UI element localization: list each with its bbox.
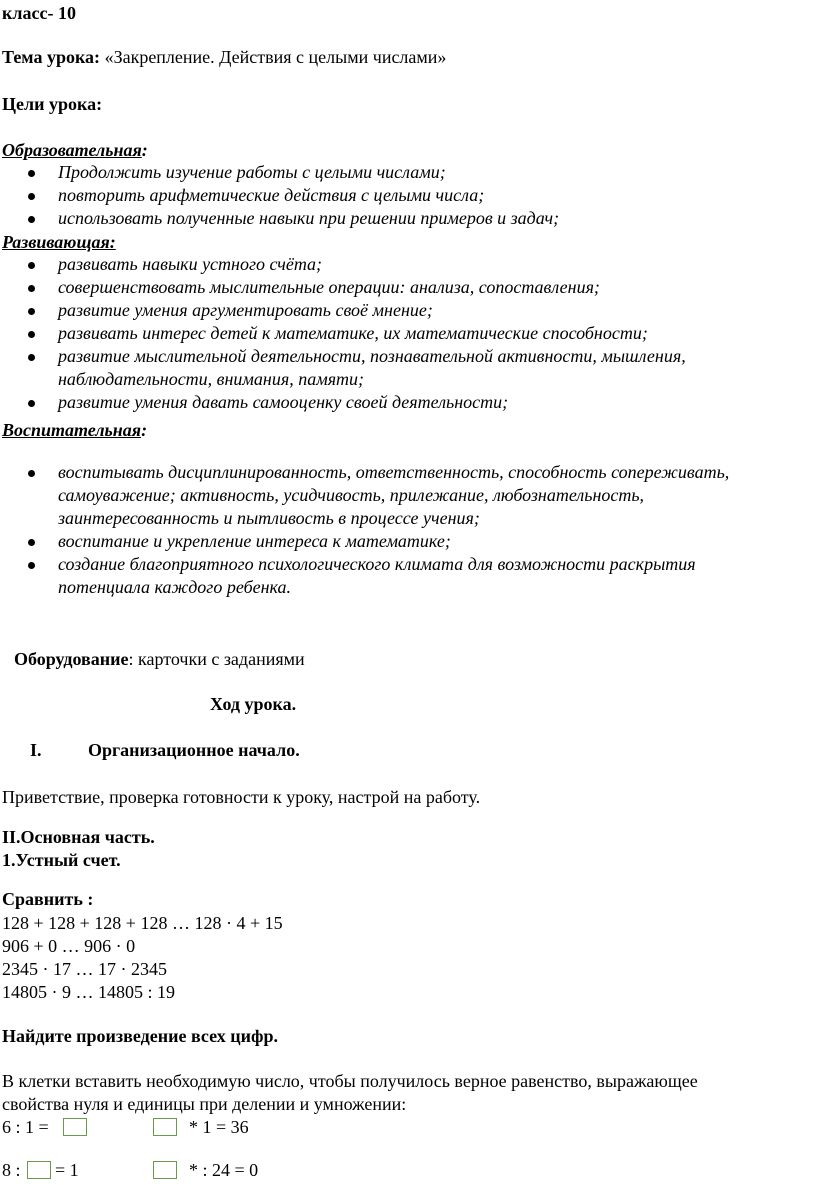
topic-label: Тема урока:	[2, 47, 101, 67]
developing-list	[0, 253, 816, 414]
list-item	[0, 553, 816, 599]
compare-heading: Сравнить :	[2, 889, 94, 909]
list-item	[0, 184, 816, 207]
bullet-icon	[28, 539, 35, 546]
answer-box[interactable]	[27, 1161, 51, 1179]
eq2-mid: = 1	[55, 1160, 79, 1180]
list-item-text-continued: наблюдательности, внимания, памяти;	[58, 369, 365, 389]
list-item	[0, 299, 816, 322]
educational-heading-text: Образовательная	[2, 140, 142, 160]
stage2-heading: II.Основная часть.	[2, 827, 155, 847]
bullet-icon	[28, 470, 35, 477]
educational-colon: :	[141, 140, 148, 160]
stage1-title: Организационное начало.	[88, 740, 300, 760]
compare-item: 128 + 128 + 128 + 128 … 128 · 4 + 15	[2, 913, 283, 933]
list-item	[0, 276, 816, 299]
list-item	[0, 530, 816, 553]
topic-value: «Закрепление. Действия с целыми числами»	[100, 47, 447, 67]
upbringing-colon: :	[141, 420, 148, 440]
list-item-text: развитие мыслительной деятельности, познавательной активности, мышления,	[58, 346, 686, 366]
bullet-icon	[28, 562, 35, 569]
list-item	[0, 322, 816, 345]
educational-heading	[2, 139, 148, 161]
bullet-icon	[28, 193, 35, 200]
bullet-icon	[28, 400, 35, 407]
bullet-icon	[28, 354, 35, 361]
upbringing-heading	[2, 419, 147, 441]
list-item-text: воспитание и укрепление интереса к математике;	[58, 531, 451, 551]
bullet-icon	[28, 216, 35, 223]
list-item-text-continued: заинтересованность и пытливость в процессе учения;	[58, 508, 480, 528]
list-item-text: повторить арифметические действия с целыми числа;	[58, 185, 485, 205]
topic-line	[2, 46, 446, 68]
compare-item: 14805 · 9 … 14805 : 19	[2, 982, 175, 1002]
list-item-text-continued: потенциала каждого ребенка.	[58, 577, 292, 597]
list-item-text: совершенствовать мыслительные операции: анализа, сопоставления;	[58, 277, 600, 297]
list-item-text: использовать полученные навыки при решении примеров и задач;	[58, 208, 560, 228]
eq1-left: 6 : 1 =	[2, 1117, 49, 1137]
list-item-text-continued: самоуважение; активность, усидчивость, прилежание, любознательность,	[58, 485, 645, 505]
product-heading: Найдите произведение всех цифр.	[2, 1026, 278, 1046]
list-item-text: воспитывать дисциплинированность, ответственность, способность сопереживать,	[58, 462, 730, 482]
equipment-value: : карточки с заданиями	[128, 649, 305, 669]
developing-heading: Развивающая:	[2, 232, 116, 252]
bullet-icon	[28, 308, 35, 315]
list-item-text: развитие умения давать самооценку своей деятельности;	[58, 392, 509, 412]
bullet-icon	[28, 331, 35, 338]
list-item-text: создание благоприятного психологического климата для возможности раскрытия	[58, 554, 696, 574]
class-label: класс- 10	[2, 3, 76, 23]
list-item	[0, 345, 816, 391]
compare-item: 906 + 0 … 906 · 0	[2, 936, 136, 956]
lesson-heading: Ход урока.	[210, 694, 297, 714]
upbringing-list	[0, 461, 816, 599]
answer-box[interactable]	[63, 1118, 87, 1136]
upbringing-heading-text: Воспитательная	[2, 420, 142, 440]
list-item-text: развивать навыки устного счёта;	[58, 254, 323, 274]
compare-item: 2345 · 17 … 17 · 2345	[2, 959, 167, 979]
list-item	[0, 207, 816, 230]
task-text-line-1: В клетки вставить необходимую число, чтобы получилось верное равенство, выражающее	[2, 1071, 698, 1091]
greeting-text: Приветствие, проверка готовности к уроку, настрой на работу.	[2, 787, 481, 807]
bullet-icon	[28, 285, 35, 292]
list-item	[0, 461, 816, 530]
goals-heading: Цели урока:	[2, 94, 103, 114]
educational-list	[0, 161, 816, 230]
list-item-text: Продолжить изучение работы с целыми числами;	[58, 162, 446, 182]
task-text-line-2: свойства нуля и единицы при делении и умножении:	[2, 1094, 407, 1114]
list-item	[0, 253, 816, 276]
bullet-icon	[28, 262, 35, 269]
equipment-label: Оборудование	[14, 649, 129, 669]
bullet-icon	[28, 170, 35, 177]
list-item-text: развивать интерес детей к математике, их математические способности;	[58, 323, 648, 343]
list-item-text: развитие умения аргументировать своё мнение;	[58, 300, 433, 320]
list-item	[0, 391, 816, 414]
equipment-line	[14, 648, 305, 670]
eq1-right: * 1 = 36	[189, 1117, 249, 1137]
oral-count-heading: 1.Устный счет.	[2, 850, 121, 870]
answer-box[interactable]	[153, 1161, 177, 1179]
answer-box[interactable]	[153, 1118, 177, 1136]
eq2-right: * : 24 = 0	[189, 1160, 259, 1180]
stage1-number: I.	[30, 740, 42, 760]
eq2-left: 8 :	[2, 1160, 21, 1180]
list-item	[0, 161, 816, 184]
